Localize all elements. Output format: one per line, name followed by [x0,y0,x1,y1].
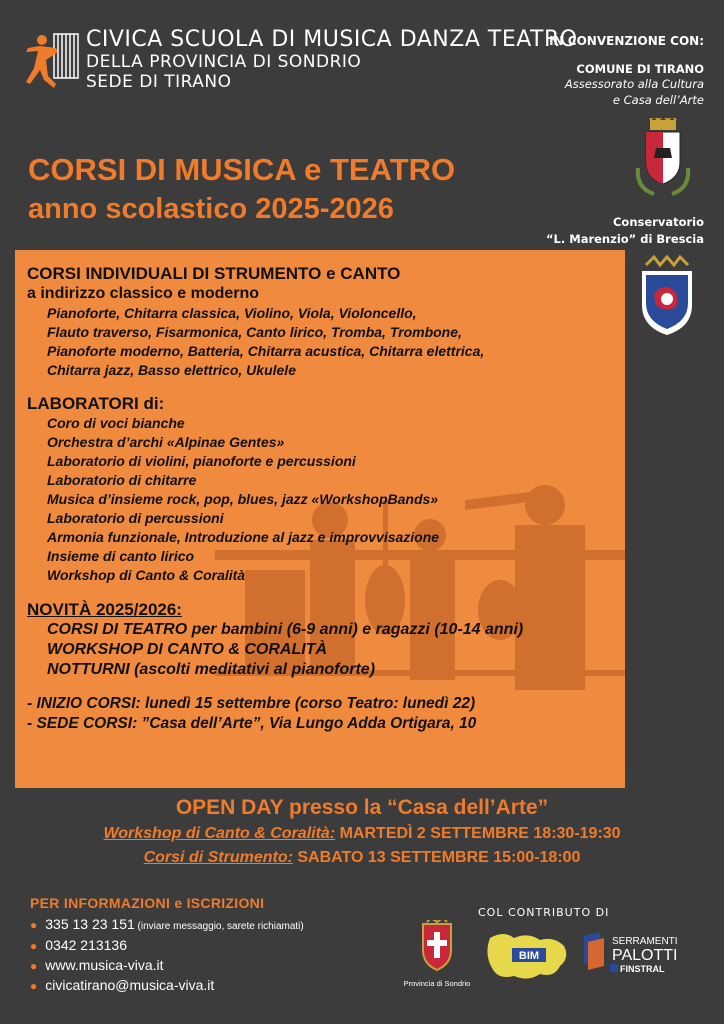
conservatorio-line2: “L. Marenzio” di Brescia [546,232,704,246]
open-day-title: OPEN DAY presso la “Casa dell’Arte” [175,796,549,819]
list-item: Pianoforte, Chitarra classica, Violino, Viola, Violoncello, [47,305,417,321]
list-item: Pianoforte moderno, Batteria, Chitarra acustica, Chitarra elettrica, [47,343,485,359]
provincia-coat-of-arms-icon [417,920,457,972]
bullet-icon: ● [30,918,38,932]
palotti-line1: SERRAMENTI [612,936,678,947]
list-item: Flauto traverso, Fisarmonica, Canto lirico, Tromba, Trombone, [47,324,462,340]
strumenti-list [27,304,523,380]
contacts-section [30,895,304,996]
list-item: Workshop di Canto & Coralità [47,567,246,583]
contact-phone2[interactable] [30,936,304,956]
courses-panel [15,250,625,788]
corsi-subheading: a indirizzo classico e moderno [27,285,260,302]
list-item: Insieme di canto lirico [47,548,195,564]
conservatorio-logo-icon [636,255,698,337]
school-line3: SEDE DI TIRANO [86,72,232,92]
list-item: Musica d’insieme rock, pop, blues, jazz «WorkshopBands» [47,491,439,507]
list-item: Coro di voci bianche [47,415,185,431]
provincia-label: Provincia di Sondrio [403,979,471,988]
bullet-icon: ● [30,939,38,953]
open-day-section [0,795,724,869]
open-day-line2-date: SABATO 13 SETTEMBRE 15:00-18:00 [292,849,581,866]
list-item: Orchestra d’archi «Alpinae Gentes» [47,434,285,450]
comune-name: COMUNE DI TIRANO [576,62,704,76]
school-line1: CIVICA SCUOLA DI MUSICA DANZA TEATRO [86,27,578,52]
list-item: NOTTURNI (ascolti meditativi al pianoforte) [47,661,376,678]
open-day-line1-label: Workshop di Canto & Coralità: [103,825,336,842]
assessorato-line1: Assessorato alla Cultura [564,77,704,91]
contacts-title: PER INFORMAZIONI e ISCRIZIONI [30,895,265,911]
convenzione-block [549,34,704,108]
phone1-note: (inviare messaggio, sarete richiamati) [134,921,304,932]
list-item: Laboratorio di violini, pianoforte e percussioni [47,453,356,469]
page-title [28,150,455,228]
open-day-line1-date: MARTEDÌ 2 SETTEMBRE 18:30-19:30 [335,825,621,842]
list-item: CORSI DI TEATRO per bambini (6-9 anni) e ragazzi (10-14 anni) [47,621,524,638]
list-item: Armonia funzionale, Introduzione al jazz e improvvisazione [47,529,440,545]
palotti-line2: PALOTTI [612,947,678,964]
contact-phone1[interactable] [30,915,304,936]
contact-email[interactable] [30,976,304,996]
assessorato-line2: e Casa dell’Arte [612,93,704,107]
palotti-logo-icon [582,930,712,980]
bullet-icon: ● [30,979,38,993]
conservatorio-line1: Conservatorio [612,215,704,229]
sede-corsi: - SEDE CORSI: ”Casa dell’Arte”, Via Lungo Adda Ortigara, 10 [27,715,477,732]
laboratori-heading: LABORATORI di: [27,394,165,413]
convenzione-title: IN CONVENZIONE CON: [549,34,704,48]
list-item: WORKSHOP DI CANTO & CORALITÀ [47,641,327,658]
novita-list [27,620,523,680]
school-name [86,28,578,92]
email-link: civicatirano@musica-viva.it [45,977,215,993]
courses-content [27,264,523,734]
list-item: Laboratorio di percussioni [47,510,224,526]
contacts-list [30,915,304,996]
contact-website[interactable] [30,956,304,976]
inizio-corsi: - INIZIO CORSI: lunedì 15 settembre (corso Teatro: lunedì 22) [27,695,476,712]
list-item: Laboratorio di chitarre [47,472,197,488]
bullet-icon: ● [30,959,38,973]
corsi-heading: CORSI INDIVIDUALI DI STRUMENTO e CANTO [27,264,401,283]
novita-heading: NOVITÀ 2025/2026: [27,600,182,619]
open-day-line1 [0,823,724,845]
palotti-line3: FINSTRAL [620,964,665,974]
bim-logo-icon [484,928,572,984]
title-line1: CORSI DI MUSICA e TEATRO [28,152,456,187]
laboratori-list [27,414,523,585]
provincia-sponsor [400,920,474,988]
title-line2: anno scolastico 2025-2026 [28,193,394,225]
tirano-coat-of-arms-icon [634,118,692,198]
open-day-line2-label: Corsi di Strumento: [143,849,293,866]
open-day-line2 [0,847,724,869]
conservatorio-name [546,214,704,248]
phone2-number: 0342 213136 [45,937,128,953]
phone1-number: 335 13 23 151 [45,916,135,932]
school-line2: DELLA PROVINCIA DI SONDRIO [86,52,362,72]
contributo-label: COL CONTRIBUTO DI [478,906,610,919]
music-dance-logo-icon [24,30,80,94]
website-link: www.musica-viva.it [45,957,164,973]
list-item: Chitarra jazz, Basso elettrico, Ukulele [47,362,296,378]
bim-label: BIM [518,950,540,962]
